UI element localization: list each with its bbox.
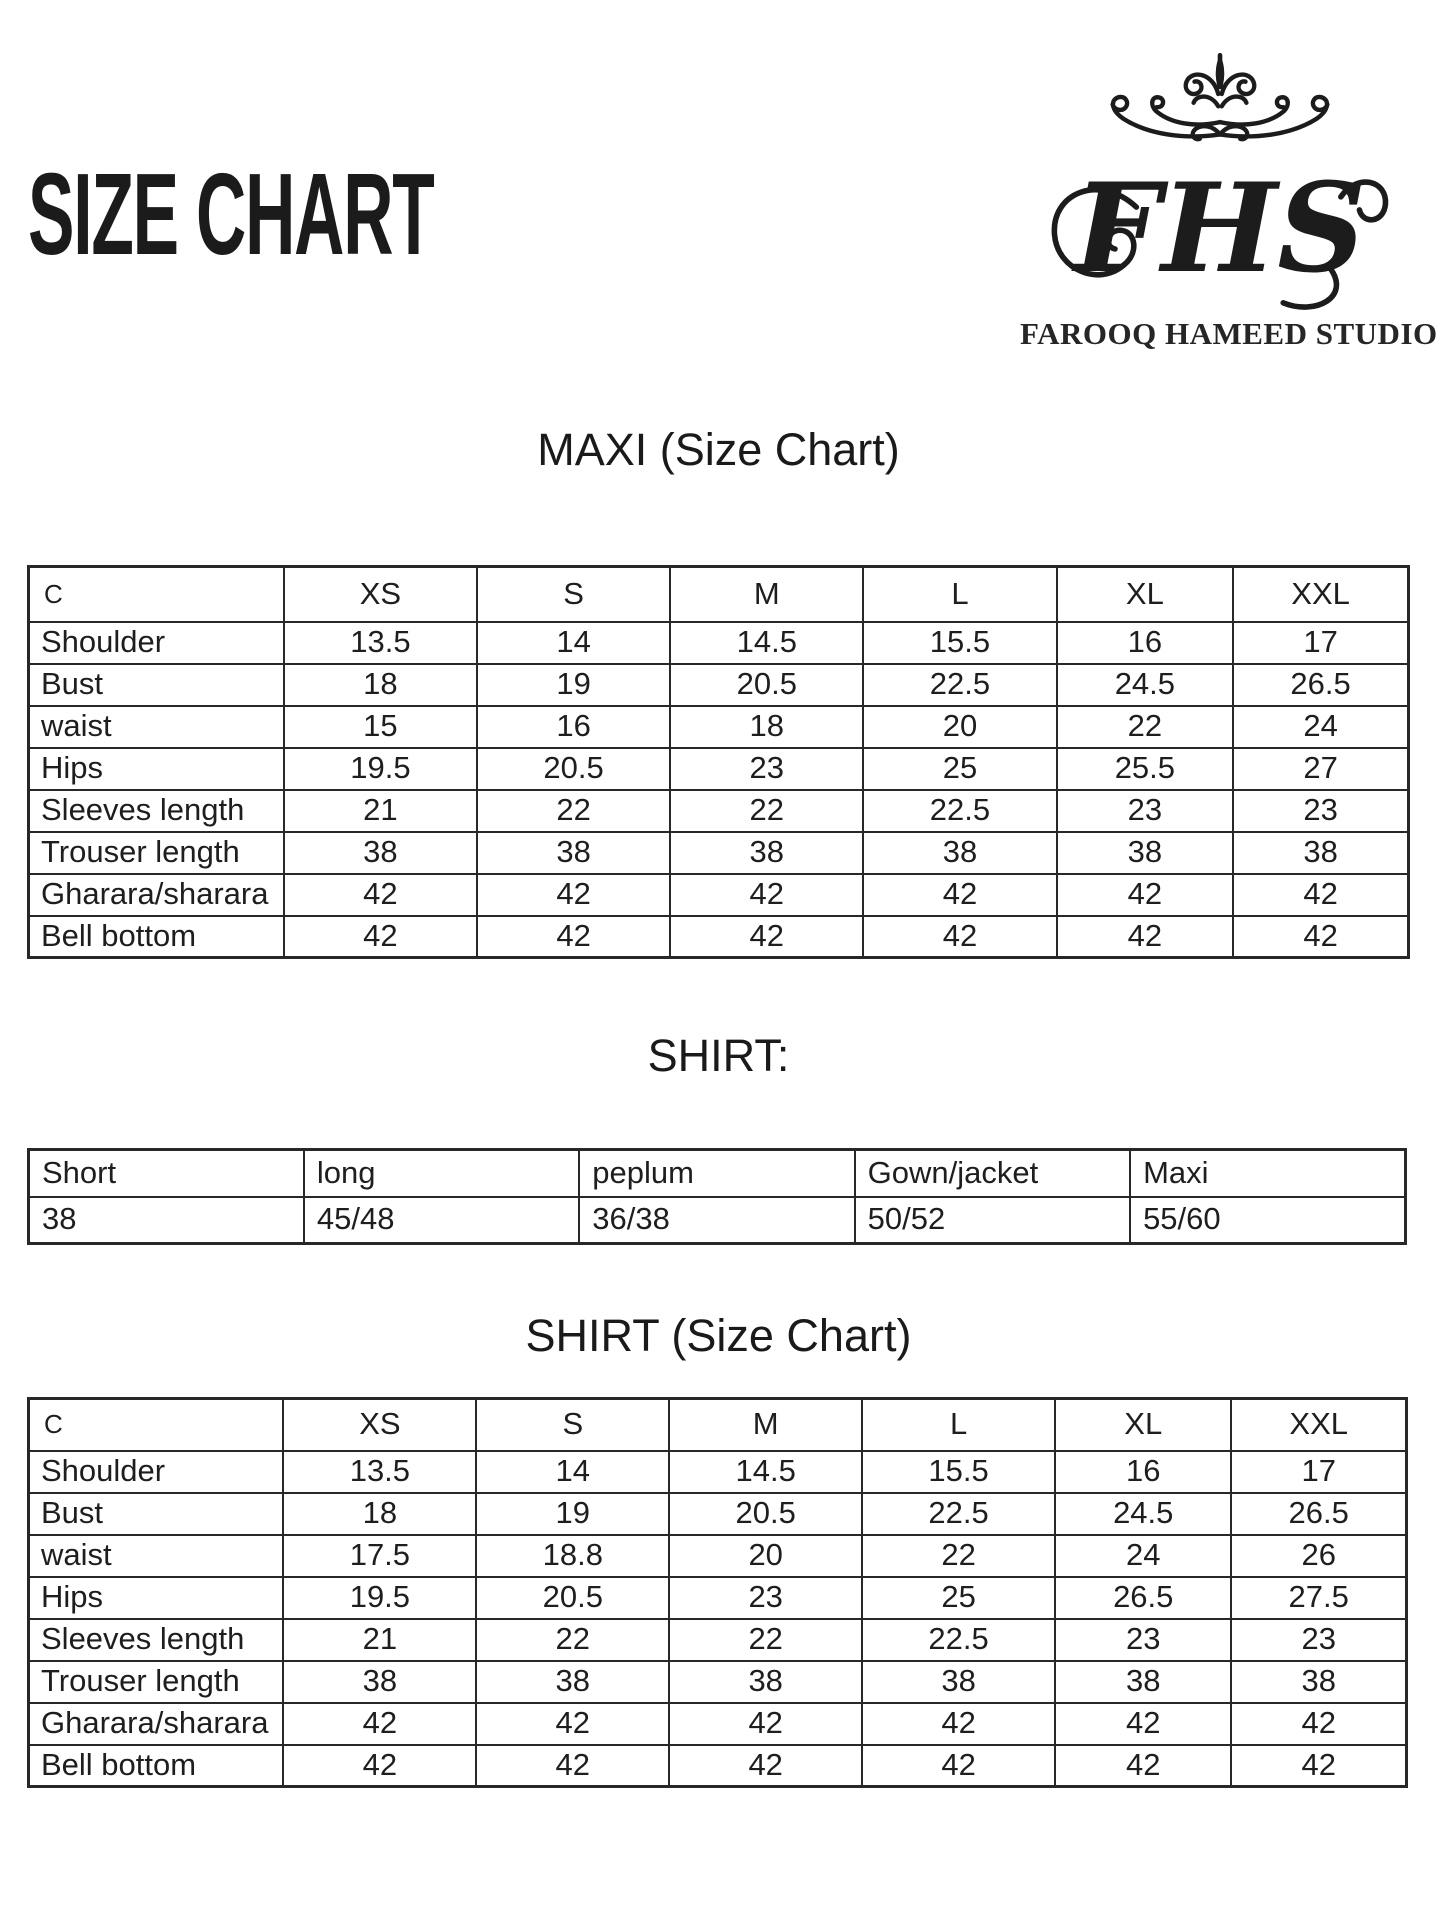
column-header: XS	[284, 567, 477, 622]
column-header: S	[477, 567, 670, 622]
table-row	[29, 622, 1409, 664]
size-value: 14	[477, 622, 670, 664]
table-row	[29, 1619, 1407, 1661]
row-label: waist	[29, 1535, 284, 1577]
size-value: 15.5	[862, 1451, 1055, 1493]
corner-label: C	[29, 567, 284, 622]
row-label: Bell bottom	[29, 1745, 284, 1787]
size-value: 42	[477, 874, 670, 916]
size-value: 20.5	[670, 664, 863, 706]
row-label: Bust	[29, 664, 284, 706]
size-value: 17	[1233, 622, 1408, 664]
size-value: 17.5	[283, 1535, 476, 1577]
size-value: 38	[284, 832, 477, 874]
size-value: 38	[1055, 1661, 1231, 1703]
size-value: 42	[670, 874, 863, 916]
size-value: 15.5	[863, 622, 1056, 664]
monogram-text: FHS	[1074, 156, 1366, 301]
size-value: 19	[476, 1493, 669, 1535]
shirt-size-table	[27, 1397, 1408, 1788]
table-row	[29, 1451, 1407, 1493]
size-value: 20.5	[669, 1493, 862, 1535]
size-value: 42	[477, 916, 670, 958]
size-value: 18	[284, 664, 477, 706]
table-row	[29, 1745, 1407, 1787]
row-label: Shoulder	[29, 622, 284, 664]
table-row	[29, 664, 1409, 706]
size-value: 23	[1233, 790, 1408, 832]
size-value: 25	[862, 1577, 1055, 1619]
table-row	[29, 748, 1409, 790]
size-value: 20	[669, 1535, 862, 1577]
size-value: 22	[476, 1619, 669, 1661]
row-label: Sleeves length	[29, 790, 284, 832]
size-value: 23	[1057, 790, 1234, 832]
size-value: 18.8	[476, 1535, 669, 1577]
size-value: 42	[1233, 874, 1408, 916]
corner-label: C	[29, 1399, 284, 1451]
row-label: Gharara/sharara	[29, 874, 284, 916]
size-value: 14.5	[669, 1451, 862, 1493]
column-header: Short	[29, 1150, 304, 1197]
column-header: XL	[1057, 567, 1234, 622]
size-value: 16	[1055, 1451, 1231, 1493]
table-row	[29, 874, 1409, 916]
size-value: 38	[1231, 1661, 1406, 1703]
size-value: 42	[1231, 1745, 1406, 1787]
row-label: Hips	[29, 1577, 284, 1619]
table-row	[29, 706, 1409, 748]
size-value: 14	[476, 1451, 669, 1493]
size-value: 21	[284, 790, 477, 832]
size-value: 24.5	[1057, 664, 1234, 706]
maxi-size-table	[27, 565, 1410, 959]
row-label: waist	[29, 706, 284, 748]
column-header: Maxi	[1130, 1150, 1405, 1197]
size-value: 42	[476, 1703, 669, 1745]
size-value: 16	[477, 706, 670, 748]
size-value: 26.5	[1055, 1577, 1231, 1619]
table-row	[29, 1535, 1407, 1577]
shirt-chart-section-heading: SHIRT (Size Chart)	[525, 1310, 912, 1361]
table-row	[29, 1493, 1407, 1535]
size-value: 42	[283, 1703, 476, 1745]
size-value: 23	[669, 1577, 862, 1619]
size-value: 38	[669, 1661, 862, 1703]
brand-block	[1020, 40, 1438, 352]
size-value: 38	[863, 832, 1056, 874]
column-header: Gown/jacket	[855, 1150, 1130, 1197]
row-label: Gharara/sharara	[29, 1703, 284, 1745]
size-value: 17	[1231, 1451, 1406, 1493]
size-value: 16	[1057, 622, 1234, 664]
size-value: 22.5	[862, 1493, 1055, 1535]
size-value: 19	[477, 664, 670, 706]
column-header: XXL	[1231, 1399, 1406, 1451]
column-header: L	[863, 567, 1056, 622]
table-row	[29, 1703, 1407, 1745]
table-row	[29, 790, 1409, 832]
size-value: 19.5	[283, 1577, 476, 1619]
size-value: 23	[670, 748, 863, 790]
size-value: 15	[284, 706, 477, 748]
size-value: 42	[1055, 1745, 1231, 1787]
size-value: 26.5	[1231, 1493, 1406, 1535]
size-value: 38	[670, 832, 863, 874]
size-value: 22	[670, 790, 863, 832]
size-value: 24	[1055, 1535, 1231, 1577]
size-value: 42	[862, 1745, 1055, 1787]
page-title: SIZE CHART	[28, 149, 434, 279]
column-header: M	[669, 1399, 862, 1451]
table-row	[29, 1661, 1407, 1703]
length-value: 55/60	[1130, 1197, 1405, 1244]
size-value: 42	[669, 1745, 862, 1787]
column-header: S	[476, 1399, 669, 1451]
size-value: 42	[1231, 1703, 1406, 1745]
size-value: 22	[1057, 706, 1234, 748]
size-value: 42	[284, 874, 477, 916]
length-value: 45/48	[304, 1197, 579, 1244]
table-header-row	[29, 567, 1409, 622]
size-value: 14.5	[670, 622, 863, 664]
row-label: Trouser length	[29, 1661, 284, 1703]
size-value: 27.5	[1231, 1577, 1406, 1619]
studio-name: FAROOQ HAMEED STUDIO	[1020, 316, 1438, 351]
size-value: 20	[863, 706, 1056, 748]
size-value: 23	[1055, 1619, 1231, 1661]
shirt-section-heading: SHIRT:	[647, 1030, 790, 1081]
size-value: 42	[1057, 916, 1234, 958]
size-value: 22.5	[863, 790, 1056, 832]
maxi-section-heading: MAXI (Size Chart)	[537, 424, 900, 475]
column-header: XS	[283, 1399, 476, 1451]
size-value: 18	[670, 706, 863, 748]
size-value: 42	[863, 916, 1056, 958]
size-value: 27	[1233, 748, 1408, 790]
table-row	[29, 916, 1409, 958]
size-value: 18	[283, 1493, 476, 1535]
size-value: 13.5	[283, 1451, 476, 1493]
size-value: 26	[1231, 1535, 1406, 1577]
size-value: 42	[863, 874, 1056, 916]
size-value: 25.5	[1057, 748, 1234, 790]
size-value: 13.5	[284, 622, 477, 664]
column-header: XXL	[1233, 567, 1408, 622]
size-value: 38	[476, 1661, 669, 1703]
size-value: 42	[1233, 916, 1408, 958]
row-label: Sleeves length	[29, 1619, 284, 1661]
size-value: 38	[477, 832, 670, 874]
row-label: Shoulder	[29, 1451, 284, 1493]
size-value: 42	[670, 916, 863, 958]
table-header-row	[29, 1150, 1406, 1197]
table-row	[29, 1577, 1407, 1619]
table-row	[29, 1197, 1406, 1244]
size-value: 38	[1057, 832, 1234, 874]
table-row	[29, 832, 1409, 874]
length-value: 38	[29, 1197, 304, 1244]
column-header: M	[670, 567, 863, 622]
row-label: Bust	[29, 1493, 284, 1535]
size-value: 42	[476, 1745, 669, 1787]
column-header: XL	[1055, 1399, 1231, 1451]
fhs-monogram-icon	[1024, 156, 1416, 314]
size-value: 22	[477, 790, 670, 832]
row-label: Hips	[29, 748, 284, 790]
size-value: 22	[862, 1535, 1055, 1577]
size-value: 22.5	[863, 664, 1056, 706]
size-value: 23	[1231, 1619, 1406, 1661]
size-value: 24.5	[1055, 1493, 1231, 1535]
size-value: 22	[669, 1619, 862, 1661]
length-value: 50/52	[855, 1197, 1130, 1244]
column-header: peplum	[579, 1150, 854, 1197]
length-value: 36/38	[579, 1197, 854, 1244]
size-value: 20.5	[476, 1577, 669, 1619]
shirt-length-table	[27, 1148, 1407, 1245]
row-label: Trouser length	[29, 832, 284, 874]
size-value: 42	[862, 1703, 1055, 1745]
size-value: 42	[1055, 1703, 1231, 1745]
column-header: L	[862, 1399, 1055, 1451]
size-value: 42	[283, 1745, 476, 1787]
size-value: 21	[283, 1619, 476, 1661]
size-value: 19.5	[284, 748, 477, 790]
size-value: 42	[669, 1703, 862, 1745]
size-value: 26.5	[1233, 664, 1408, 706]
size-value: 38	[862, 1661, 1055, 1703]
size-value: 38	[283, 1661, 476, 1703]
flourish-ornament-icon	[1088, 48, 1352, 154]
size-value: 38	[1233, 832, 1408, 874]
size-value: 24	[1233, 706, 1408, 748]
size-value: 20.5	[477, 748, 670, 790]
column-header: long	[304, 1150, 579, 1197]
size-value: 25	[863, 748, 1056, 790]
size-value: 22.5	[862, 1619, 1055, 1661]
table-header-row	[29, 1399, 1407, 1451]
size-value: 42	[1057, 874, 1234, 916]
size-value: 42	[284, 916, 477, 958]
row-label: Bell bottom	[29, 916, 284, 958]
